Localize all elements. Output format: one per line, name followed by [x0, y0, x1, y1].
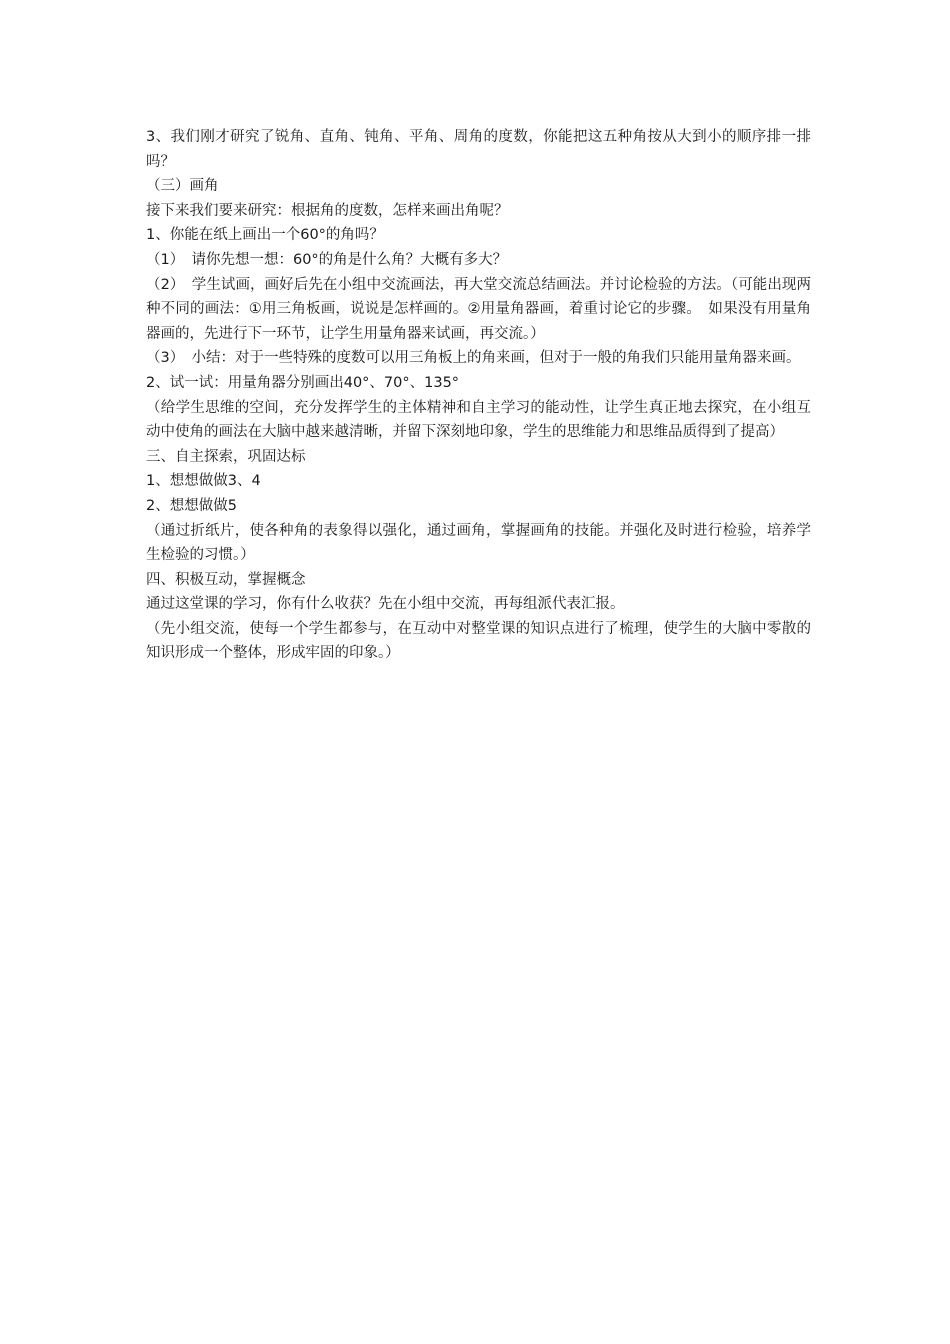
note-thinking-space: （给学生思维的空间，充分发挥学生的主体精神和自主学习的能动性，让学生真正地去探究，在小组互动中使角的画法在大脑中越来越清晰，并留下深刻地印象，学生的思维能力和思维品质得到了提高）	[146, 399, 811, 441]
exercise-3-4: 1、想想做做3、4	[146, 473, 261, 490]
step-2-try-draw: （2） 学生试画，画好后先在小组中交流画法，再大堂交流总结画法。并讨论检验的方法。（可能出现两种不同的画法：①用三角板画，说说是怎样画的。②用量角器画，着重讨论它的步骤。 如果没有用量角器画的，先进行下一环节，让学生用量角器来试画，再交流。）	[146, 276, 811, 342]
question-3-order-angles: 3、我们刚才研究了锐角、直角、钝角、平角、周角的度数，你能把这五种角按从大到小的顺序排一排吗？	[146, 129, 811, 170]
intro-draw-angle: 接下来我们要来研究：根据角的度数，怎样来画出角呢？	[146, 202, 509, 219]
section-draw-angle-heading: （三）画角	[146, 178, 219, 195]
document-body	[146, 125, 811, 666]
step-1-think: （1） 请你先想一想：60°的角是什么角？大概有多大？	[146, 251, 508, 268]
exercise-5: 2、想想做做5	[146, 497, 237, 514]
step-3-summary: （3） 小结：对于一些特殊的度数可以用三角板上的角来画，但对于一般的角我们只能用量角器来画。	[146, 350, 801, 367]
question-2-try: 2、试一试：用量角器分别画出40°、70°、135°	[146, 374, 460, 391]
section-4-heading: 四、积极互动，掌握概念	[146, 571, 306, 588]
question-harvest: 通过这堂课的学习，你有什么收获？先在小组中交流，再每组派代表汇报。	[146, 596, 625, 613]
question-1-draw-60: 1、你能在纸上画出一个60°的角吗？	[146, 227, 384, 244]
note-folding-paper: （通过折纸片，使各种角的表象得以强化，通过画角，掌握画角的技能。并强化及时进行检验，培养学生检验的习惯。）	[146, 522, 811, 564]
note-group-exchange: （先小组交流，使每一个学生都参与，在互动中对整堂课的知识点进行了梳理，使学生的大脑中零散的知识形成一个整体，形成牢固的印象。）	[146, 620, 811, 662]
section-3-heading: 三、自主探索，巩固达标	[146, 448, 306, 465]
